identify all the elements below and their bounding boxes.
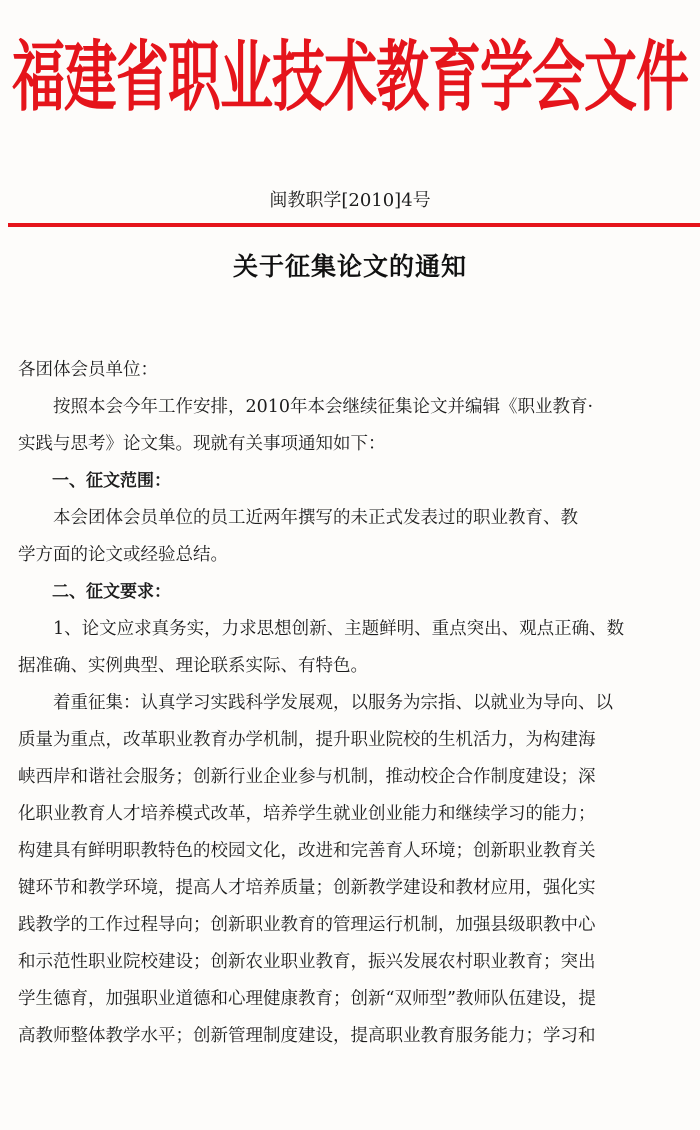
requirement-line: 1、论文应求真务实，力求思想创新、主题鲜明、重点突出、观点正确、数 [53, 619, 625, 639]
focus-line: 构建具有鲜明职教特色的校园文化，改进和完善育人环境；创新职业教育关 [18, 841, 596, 861]
issuing-org-title: 福建省职业技术教育学会文件 [12, 32, 688, 123]
red-divider-line [8, 223, 700, 227]
scope-line: 本会团体会员单位的员工近两年撰写的未正式发表过的职业教育、教 [53, 508, 578, 528]
salutation-line: 各团体会员单位： [18, 360, 158, 380]
section-heading-requirements: 二、征文要求： [52, 582, 171, 602]
focus-line: 学生德育，加强职业道德和心理健康教育；创新“双师型”教师队伍建设，提 [18, 989, 596, 1009]
intro-paragraph [18, 389, 690, 463]
section-heading-scope: 一、征文范围： [52, 471, 171, 491]
focus-paragraph [18, 685, 690, 1055]
focus-line: 践教学的工作过程导向；创新职业教育的管理运行机制，加强县级职教中心 [18, 915, 596, 935]
notice-title: 关于征集论文的通知 [232, 252, 467, 281]
focus-line: 质量为重点，改革职业教育办学机制，提升职业院校的生机活力，为构建海 [18, 730, 596, 750]
intro-line: 按照本会今年工作安排，2010年本会继续征集论文并编辑《职业教育· [53, 397, 594, 417]
document-body [18, 352, 690, 1055]
section-scope-paragraph [18, 500, 690, 574]
document-number: 闽教职学[2010]4号 [269, 190, 431, 211]
focus-line: 峡西岸和谐社会服务；创新行业企业参与机制，推动校企合作制度建设；深 [18, 767, 596, 787]
focus-line: 和示范性职业院校建设；创新农业职业教育，振兴发展农村职业教育；突出 [18, 952, 596, 972]
salutation [18, 352, 690, 389]
intro-line: 实践与思考》论文集。现就有关事项通知如下： [18, 434, 386, 454]
focus-line: 高教师整体教学水平；创新管理制度建设，提高职业教育服务能力；学习和 [18, 1026, 596, 1046]
requirement-line: 据准确、实例典型、理论联系实际、有特色。 [18, 656, 368, 676]
focus-line: 着重征集：认真学习实践科学发展观，以服务为宗指、以就业为导向、以 [53, 693, 613, 713]
requirement-1-paragraph [18, 611, 690, 685]
focus-line: 键环节和教学环境，提高人才培养质量；创新教学建设和教材应用，强化实 [18, 878, 596, 898]
scope-line: 学方面的论文或经验总结。 [18, 545, 228, 565]
focus-line: 化职业教育人才培养模式改革，培养学生就业创业能力和继续学习的能力； [18, 804, 596, 824]
